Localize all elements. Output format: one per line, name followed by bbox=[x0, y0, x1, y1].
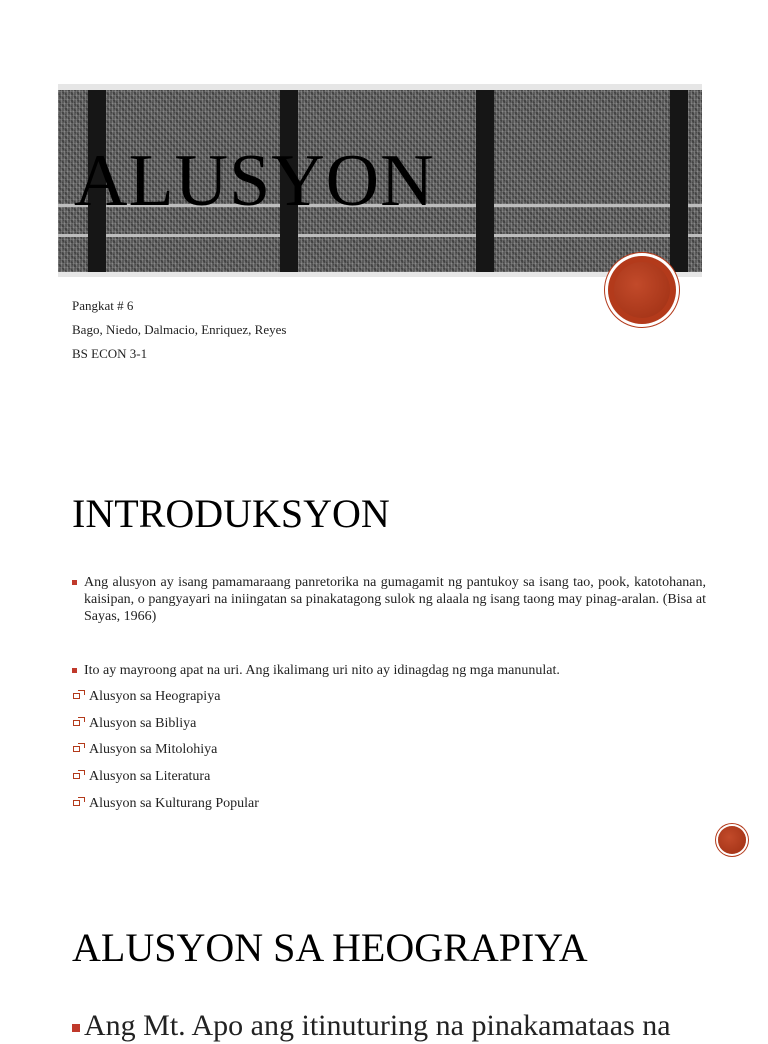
decorative-circle bbox=[718, 826, 746, 854]
introduction-slide bbox=[0, 440, 768, 860]
square-bullet-icon bbox=[72, 1024, 80, 1032]
list-item: Alusyon sa Heograpiya bbox=[73, 689, 220, 705]
bullet-paragraph: Ang alusyon ay isang pamamaraang panretorika na gumagamit ng pantukoy sa isang tao, pook, katotohanan, kaisipan, o pangyayari na iniingatan sa pinakatagong sulok ng alaala ng isang taong may pinag-aralan. (Bisa at Sayas, 1966) bbox=[72, 574, 706, 625]
sub-bullet-icon bbox=[73, 717, 87, 727]
bullet-paragraph: Ang Mt. Apo ang itinuturing na pinakamataas na bbox=[72, 1008, 700, 1044]
square-bullet-icon bbox=[72, 668, 77, 673]
geography-slide bbox=[0, 880, 768, 1042]
sub-bullet-icon bbox=[73, 770, 87, 780]
slide-heading: INTRODUKSYON bbox=[72, 491, 390, 536]
list-item: Alusyon sa Mitolohiya bbox=[73, 742, 217, 758]
sub-bullet-icon bbox=[73, 690, 87, 700]
slide-heading: ALUSYON SA HEOGRAPIYA bbox=[72, 925, 588, 970]
square-bullet-icon bbox=[72, 580, 77, 585]
slide-title: ALUSYON bbox=[74, 140, 435, 222]
bullet-paragraph: Ito ay mayroong apat na uri. Ang ikalimang uri nito ay idinagdag ng mga manunulat. bbox=[72, 662, 706, 679]
list-item: Alusyon sa Literatura bbox=[73, 769, 210, 785]
list-item: Alusyon sa Kulturang Popular bbox=[73, 796, 259, 812]
decorative-circle bbox=[608, 256, 676, 324]
class-section: BS ECON 3-1 bbox=[72, 346, 148, 361]
list-item: Alusyon sa Bibliya bbox=[73, 716, 196, 732]
sub-bullet-icon bbox=[73, 797, 87, 807]
title-slide bbox=[0, 0, 768, 440]
group-number: Pangkat # 6 bbox=[72, 298, 134, 313]
group-members: Bago, Niedo, Dalmacio, Enriquez, Reyes bbox=[72, 322, 287, 337]
sub-bullet-icon bbox=[73, 743, 87, 753]
